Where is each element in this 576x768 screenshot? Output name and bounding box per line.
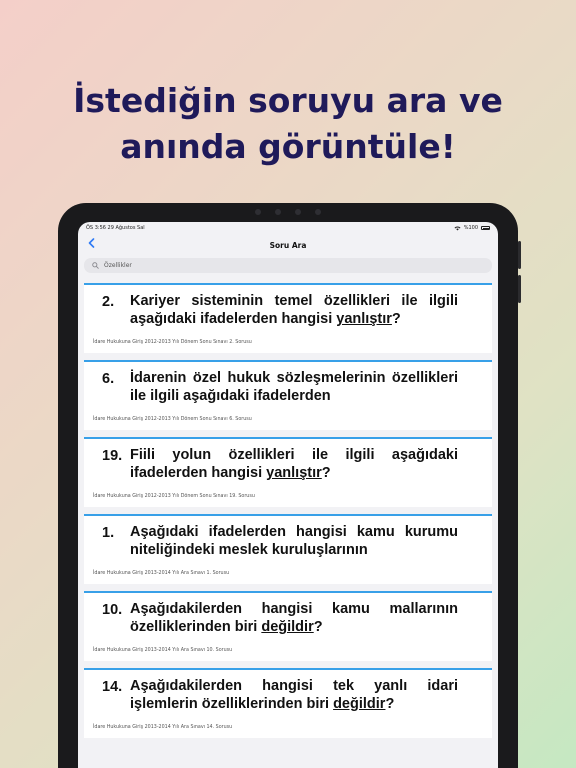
result-card[interactable] [84, 360, 492, 430]
question-text-part: Aşağıdakilerden hangisi tek yanlı idari işlemlerin özelliklerinden biri [130, 678, 458, 712]
question-number: 6. [102, 371, 115, 387]
camera-dot [295, 209, 301, 215]
question-source: İdare Hukukuna Giriş 2013-2014 Yılı Ara Sınavı 1. Sorusu [93, 571, 230, 576]
question-image [102, 523, 458, 559]
question-text-end: ? [313, 619, 323, 635]
promo-headline [0, 78, 576, 170]
status-bar [78, 222, 498, 234]
text-fade [84, 329, 492, 339]
question-emphasis: yanlıştır [266, 465, 322, 481]
chevron-left-icon[interactable] [88, 237, 95, 251]
page-title: Soru Ara [269, 240, 307, 250]
question-source: İdare Hukukuna Giriş 2013-2014 Yılı Ara Sınavı 14. Sorusu [93, 725, 233, 730]
question-text-part: Aşağıdaki ifadelerden hangisi kamu kurumu niteliğindeki meslek kuruluşlarının [130, 524, 458, 558]
result-card[interactable] [84, 437, 492, 507]
question-text [130, 677, 458, 713]
question-image [102, 677, 458, 713]
question-text-part: Fiili yolun özellikleri ile ilgili aşağıdaki ifadelerden hangisi [130, 447, 458, 481]
question-image [102, 292, 458, 328]
search-input[interactable] [84, 258, 492, 273]
tablet-frame [58, 203, 518, 768]
question-text-part: İdarenin özel hukuk sözleşmelerinin özellikleri ile ilgili aşağıdaki ifadelerden [130, 370, 458, 404]
result-card[interactable] [84, 591, 492, 661]
question-text-end: ? [321, 465, 331, 481]
question-text-part: Aşağıdakilerden hangisi kamu mallarının özelliklerinden biri [130, 601, 458, 635]
headline-line-2: anında görüntüle! [120, 127, 456, 166]
text-fade [84, 637, 492, 647]
question-text [130, 446, 458, 482]
question-emphasis: değildir [261, 619, 314, 635]
question-image [102, 446, 458, 482]
question-number: 10. [102, 602, 123, 618]
question-text [130, 523, 458, 559]
question-text [130, 600, 458, 636]
camera-dot [315, 209, 321, 215]
battery-icon [481, 226, 490, 230]
question-text-part: Kariyer sisteminin temel özellikleri ile ilgili aşağıdaki ifadelerden hangisi [130, 293, 458, 327]
camera-bar [58, 209, 518, 215]
headline-line-1: İstediğin soruyu ara ve [73, 81, 503, 120]
app-screen [78, 222, 498, 768]
question-image [102, 600, 458, 636]
question-text [130, 369, 458, 405]
question-emphasis: değildir [333, 696, 386, 712]
results-list [78, 273, 498, 738]
status-time-date: ÖS 3:56 29 Ağustos Sal [86, 225, 145, 231]
battery-percent: %100 [463, 225, 478, 231]
status-indicators [454, 225, 490, 231]
text-fade [84, 560, 492, 570]
volume-button [518, 275, 521, 303]
question-number: 1. [102, 525, 115, 541]
text-fade [84, 714, 492, 724]
question-number: 2. [102, 294, 115, 310]
text-fade [84, 483, 492, 493]
question-text [130, 292, 458, 328]
question-image [102, 369, 458, 405]
navigation-bar [78, 234, 498, 256]
camera-dot [275, 209, 281, 215]
question-text-end: ? [385, 696, 395, 712]
search-icon [92, 262, 99, 269]
question-emphasis: yanlıştır [336, 311, 392, 327]
question-source: İdare Hukukuna Giriş 2013-2014 Yılı Ara Sınavı 10. Sorusu [93, 648, 233, 653]
wifi-icon [454, 226, 461, 231]
question-source: İdare Hukukuna Giriş 2012-2013 Yılı Dönem Sonu Sınavı 19. Sorusu [93, 494, 255, 499]
question-number: 19. [102, 448, 123, 464]
result-card[interactable] [84, 283, 492, 353]
result-card[interactable] [84, 514, 492, 584]
camera-dot [255, 209, 261, 215]
question-text-end: ? [391, 311, 401, 327]
text-fade [84, 406, 492, 416]
volume-button [518, 241, 521, 269]
result-card[interactable] [84, 668, 492, 738]
search-value: Özellikler [104, 262, 132, 269]
question-number: 14. [102, 679, 123, 695]
question-source: İdare Hukukuna Giriş 2012-2013 Yılı Dönem Sonu Sınavı 6. Sorusu [93, 417, 252, 422]
question-source: İdare Hukukuna Giriş 2012-2013 Yılı Dönem Sonu Sınavı 2. Sorusu [93, 340, 252, 345]
